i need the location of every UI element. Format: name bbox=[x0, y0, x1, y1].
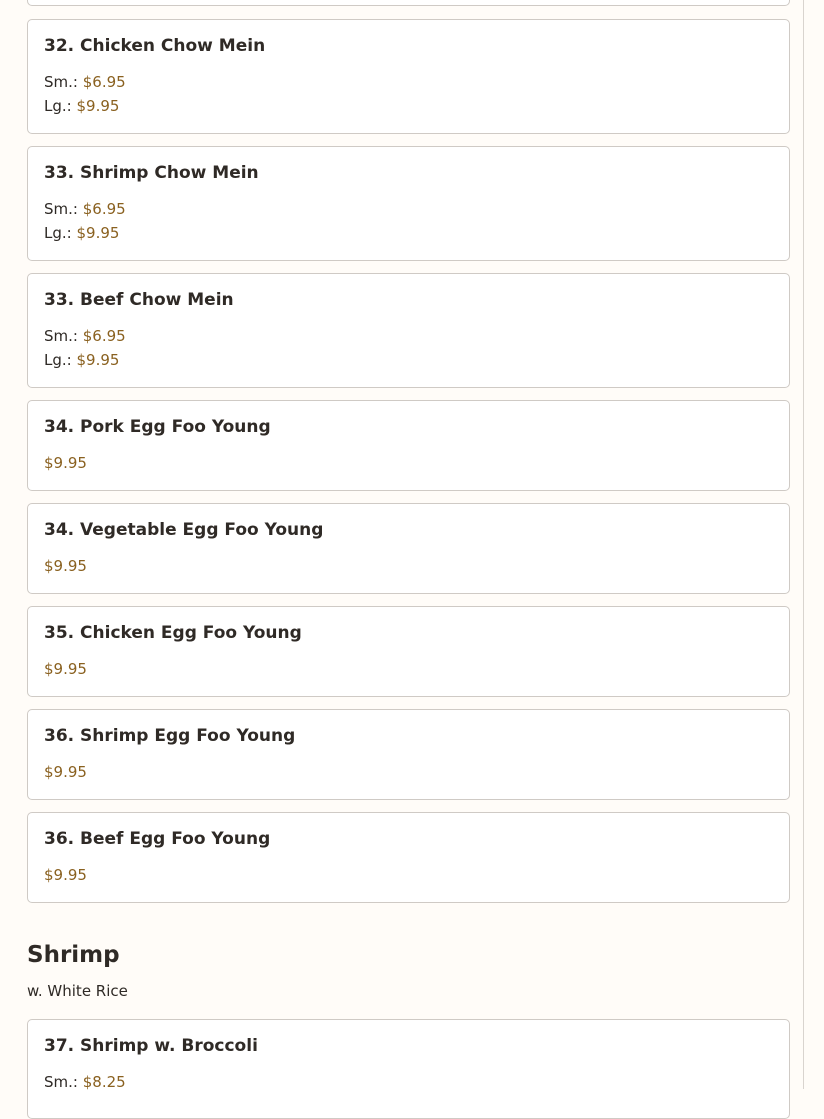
item-price: $6.95 bbox=[82, 73, 126, 91]
size-label: Sm.: bbox=[44, 73, 78, 91]
item-price: $9.95 bbox=[44, 763, 87, 781]
item-price: $9.95 bbox=[44, 454, 87, 472]
item-price: $9.95 bbox=[44, 866, 87, 884]
large-price-line bbox=[44, 224, 119, 242]
menu-item-beef-chow-mein[interactable] bbox=[27, 273, 790, 388]
size-label: Lg.: bbox=[44, 224, 72, 242]
item-price: $6.95 bbox=[82, 200, 126, 218]
large-price-line bbox=[44, 351, 119, 369]
item-price: $9.95 bbox=[44, 557, 87, 575]
small-price-line bbox=[44, 1073, 126, 1091]
size-label: Sm.: bbox=[44, 1073, 78, 1091]
size-label: Sm.: bbox=[44, 200, 78, 218]
size-label: Lg.: bbox=[44, 97, 72, 115]
size-label: Lg.: bbox=[44, 351, 72, 369]
menu-item-shrimp-w-broccoli[interactable] bbox=[27, 1019, 790, 1119]
item-price: $9.95 bbox=[44, 660, 87, 678]
item-price: $8.25 bbox=[82, 1073, 126, 1091]
item-title: 34. Pork Egg Foo Young bbox=[44, 417, 271, 437]
item-price: $9.95 bbox=[76, 351, 120, 369]
menu-item-shrimp-egg-foo-young[interactable] bbox=[27, 709, 790, 800]
item-title: 36. Beef Egg Foo Young bbox=[44, 829, 271, 849]
menu-item-shrimp-chow-mein[interactable] bbox=[27, 146, 790, 261]
section-title: Shrimp bbox=[27, 942, 120, 968]
menu-item-vegetable-egg-foo-young[interactable] bbox=[27, 503, 790, 594]
size-label: Sm.: bbox=[44, 327, 78, 345]
item-title: 32. Chicken Chow Mein bbox=[44, 36, 266, 56]
item-price: $9.95 bbox=[76, 224, 120, 242]
menu-item-partial[interactable] bbox=[27, 0, 790, 6]
menu-item-pork-egg-foo-young[interactable] bbox=[27, 400, 790, 491]
item-title: 36. Shrimp Egg Foo Young bbox=[44, 726, 296, 746]
item-title: 37. Shrimp w. Broccoli bbox=[44, 1036, 258, 1056]
menu-item-beef-egg-foo-young[interactable] bbox=[27, 812, 790, 903]
small-price-line bbox=[44, 73, 126, 91]
item-title: 33. Shrimp Chow Mein bbox=[44, 163, 259, 183]
menu-item-chicken-egg-foo-young[interactable] bbox=[27, 606, 790, 697]
section-subtitle: w. White Rice bbox=[27, 982, 128, 1000]
small-price-line bbox=[44, 200, 126, 218]
item-title: 35. Chicken Egg Foo Young bbox=[44, 623, 302, 643]
item-price: $6.95 bbox=[82, 327, 126, 345]
item-price: $9.95 bbox=[76, 97, 120, 115]
item-title: 34. Vegetable Egg Foo Young bbox=[44, 520, 324, 540]
item-title: 33. Beef Chow Mein bbox=[44, 290, 234, 310]
large-price-line bbox=[44, 97, 119, 115]
menu-item-chicken-chow-mein[interactable] bbox=[27, 19, 790, 134]
small-price-line bbox=[44, 327, 126, 345]
